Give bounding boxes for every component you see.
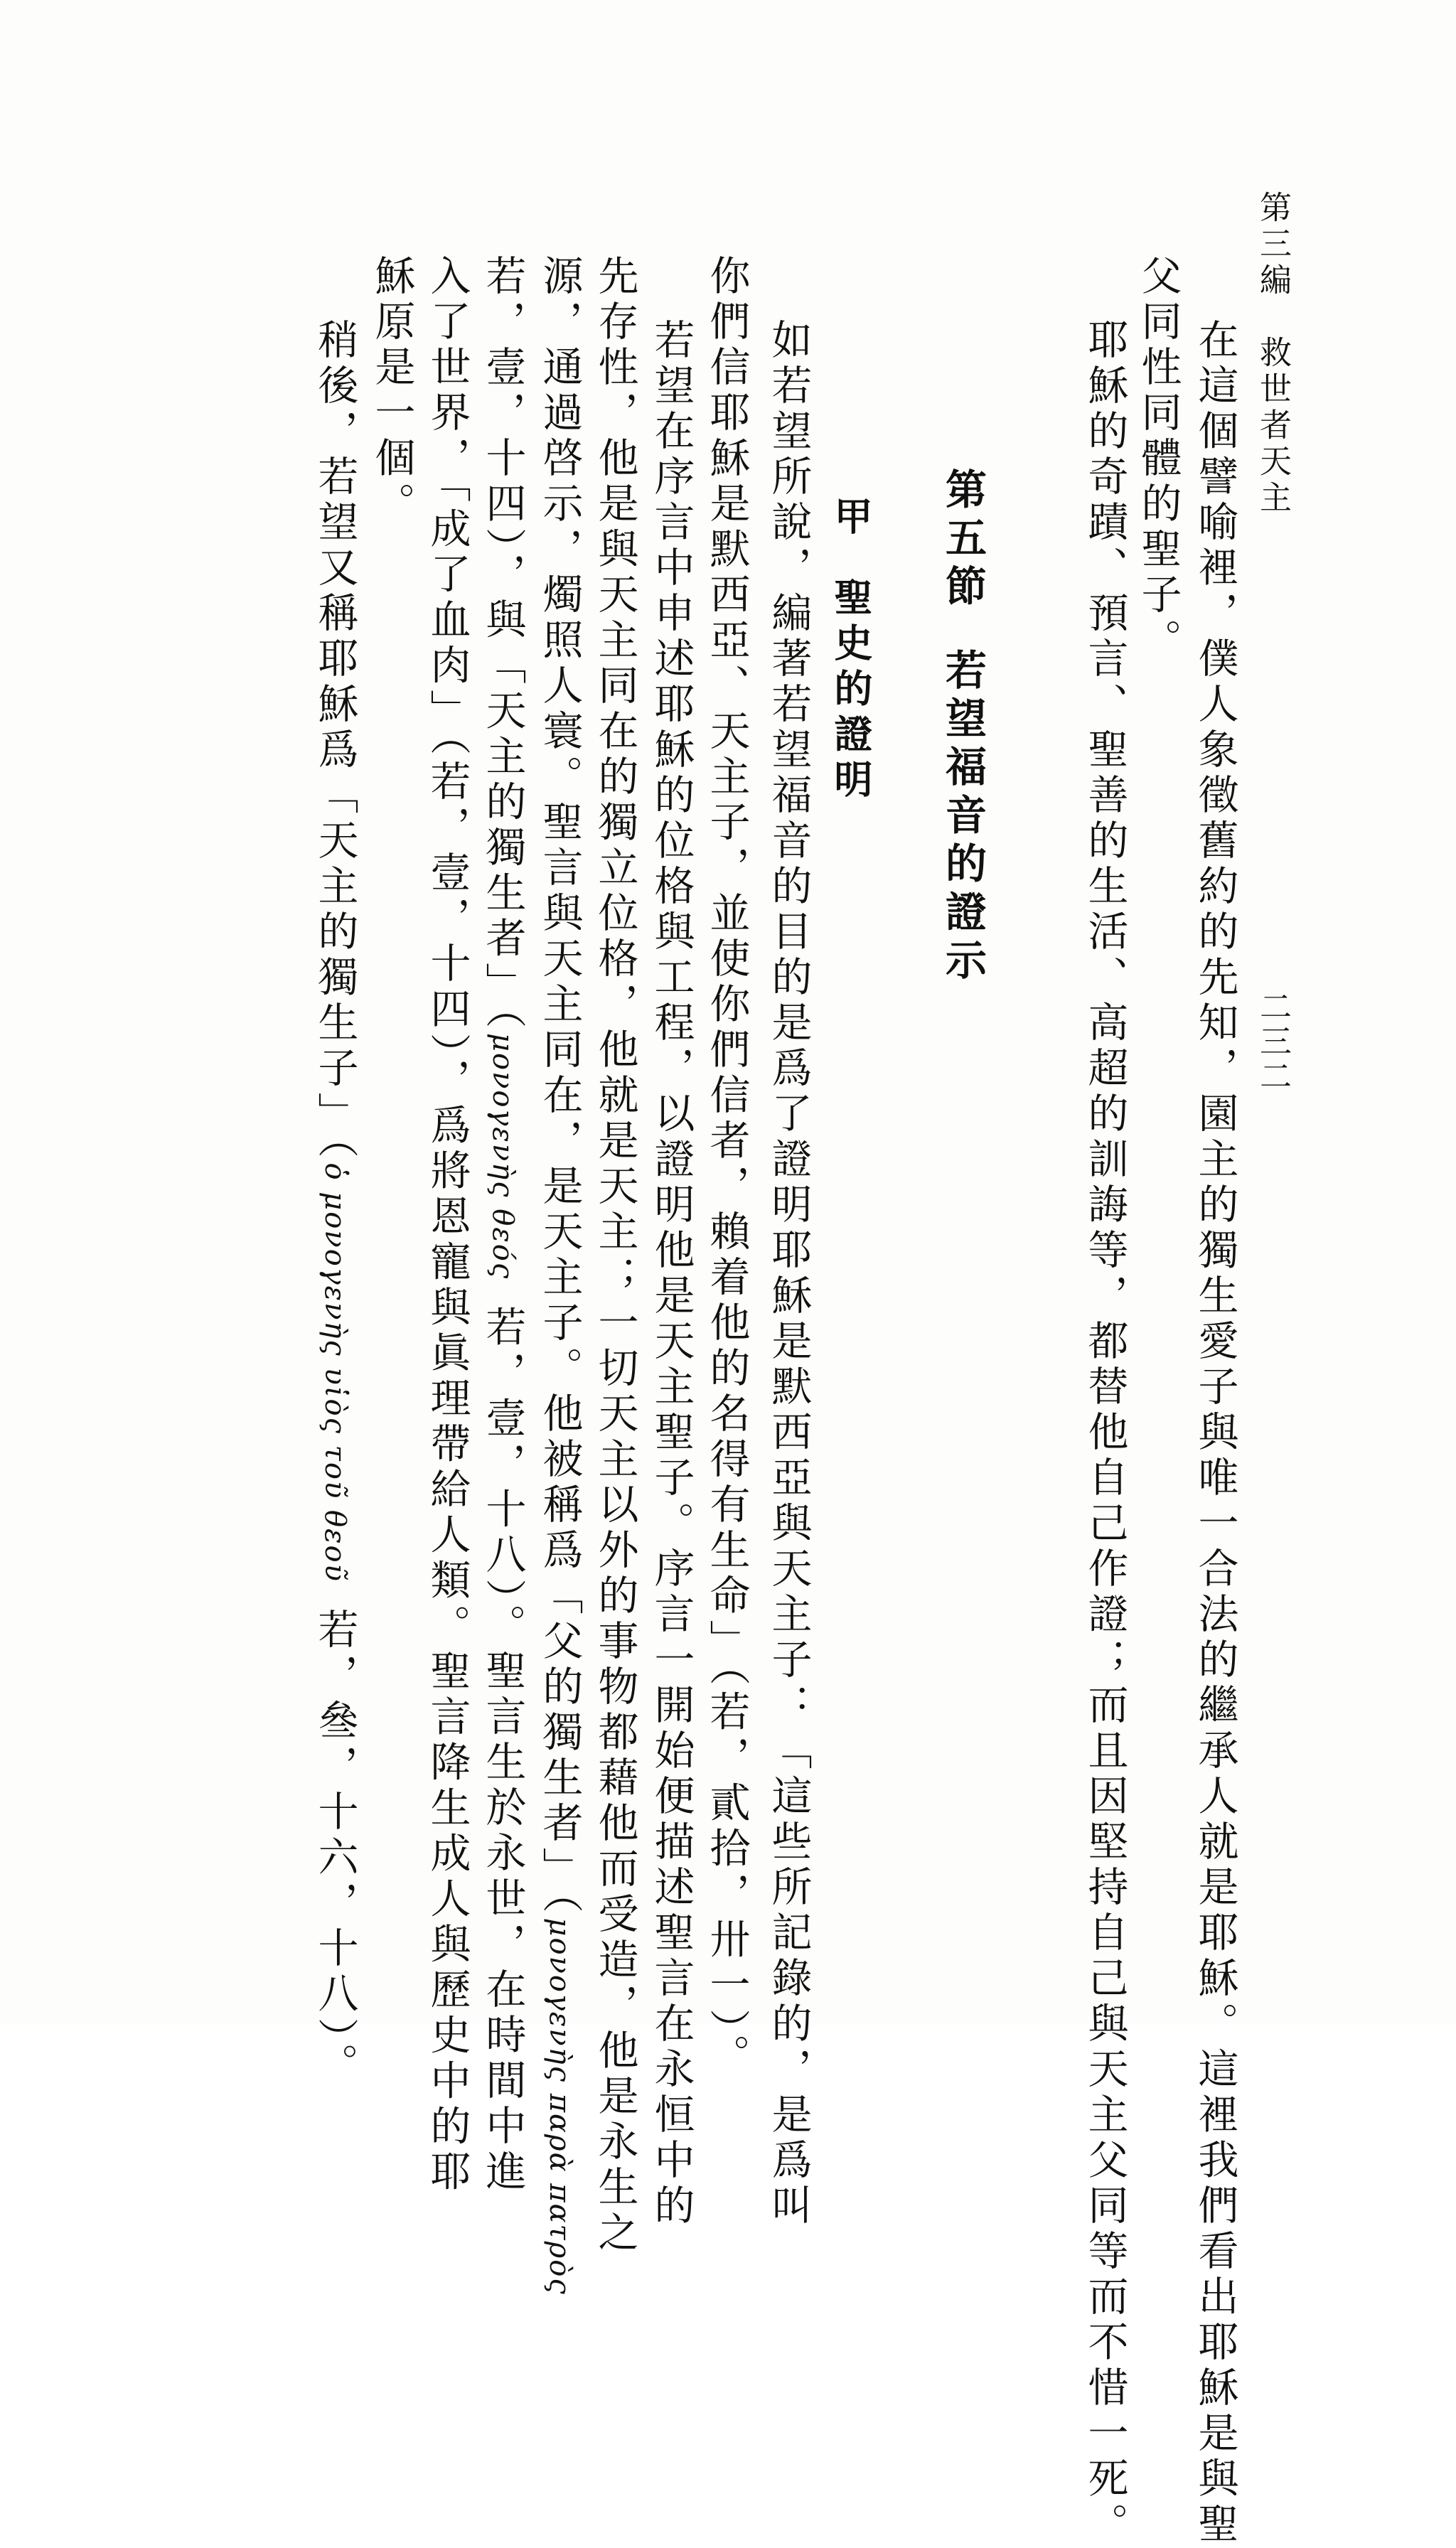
section-number: 第五節 <box>938 468 987 613</box>
body-line-1: 如若望所說，編著若望福音的目的是爲了證明耶穌是默西亞與天主子：「這些所記錄的，是爲叫 <box>765 318 812 2230</box>
section-heading <box>938 468 987 987</box>
section-title: 若望福音的證示 <box>938 648 987 987</box>
greek-phrase-3: ὁ μονογενὴς υἱὸς τοῦ θεοῦ <box>318 1162 351 1583</box>
greek-phrase-2: μονογενὴς θεός <box>486 1033 519 1280</box>
greek-phrase-1: μονογενὴς παρὰ πατρὸς <box>543 1917 576 2296</box>
body-line-8: 穌原是一個。 <box>368 255 415 528</box>
body-line-6 <box>479 255 526 2195</box>
body-line-2: 你們信耶穌是默西亞、天主子，並使你們信者，賴着他的名得有生命」（若，貳拾，卅一）。 <box>703 255 750 2079</box>
body-line-5 <box>536 255 583 2296</box>
subsection-number: 甲 <box>828 496 874 542</box>
subsection-title: 聖史的證明 <box>828 577 874 805</box>
body-line-9 <box>311 318 358 2089</box>
body-line-6-text-b: 若，壹，十八）。聖言生於永世，在時間中進 <box>479 1305 526 2195</box>
body-line-7: 入了世界，「成了血肉」（若，壹，十四），爲將恩寵與眞理帶給人類。聖言降生成人與歷史中的耶 <box>424 255 471 2196</box>
body-line-4: 先存性，他是與天主同在的獨立位格，他就是天主；一切天主以外的事物都藉他而受造，他是永生之 <box>592 255 638 2257</box>
subsection-heading <box>828 496 874 805</box>
page-number: 二三二 <box>1254 990 1292 1094</box>
body-line-5-text: 源，通過啓示，燭照人寰。聖言與天主同在，是天主子。他被稱爲「父的獨生者」（ <box>536 255 583 1918</box>
intro-line-3: 耶穌的奇蹟、預言、聖善的生活、高超的訓誨等，都替他自己作證；而且因堅持自己與天主父同等而不惜一死。 <box>1081 318 1128 2548</box>
intro-line-1: 在這個譬喻裡，僕人象徵舊約的先知，園主的獨生愛子與唯一合法的繼承人就是耶穌。這裡我們看出耶穌是與聖 <box>1192 318 1238 2548</box>
body-line-3: 若望在序言中申述耶穌的位格與工程，以證明他是天主聖子。序言一開始便描述聖言在永恒中的 <box>648 318 695 2230</box>
body-line-9-text-a: 稍後，若望又稱耶穌爲「天主的獨生子」（ <box>311 318 358 1163</box>
intro-line-2: 父同性同體的聖子。 <box>1135 255 1182 664</box>
body-line-9-text-b: 若，叄，十六，十八）。 <box>311 1607 358 2089</box>
body-line-6-text-a: 若，壹，十四），與「天主的獨生者」（ <box>479 255 526 1033</box>
running-header: 第三編 救世者天主 <box>1254 191 1292 517</box>
